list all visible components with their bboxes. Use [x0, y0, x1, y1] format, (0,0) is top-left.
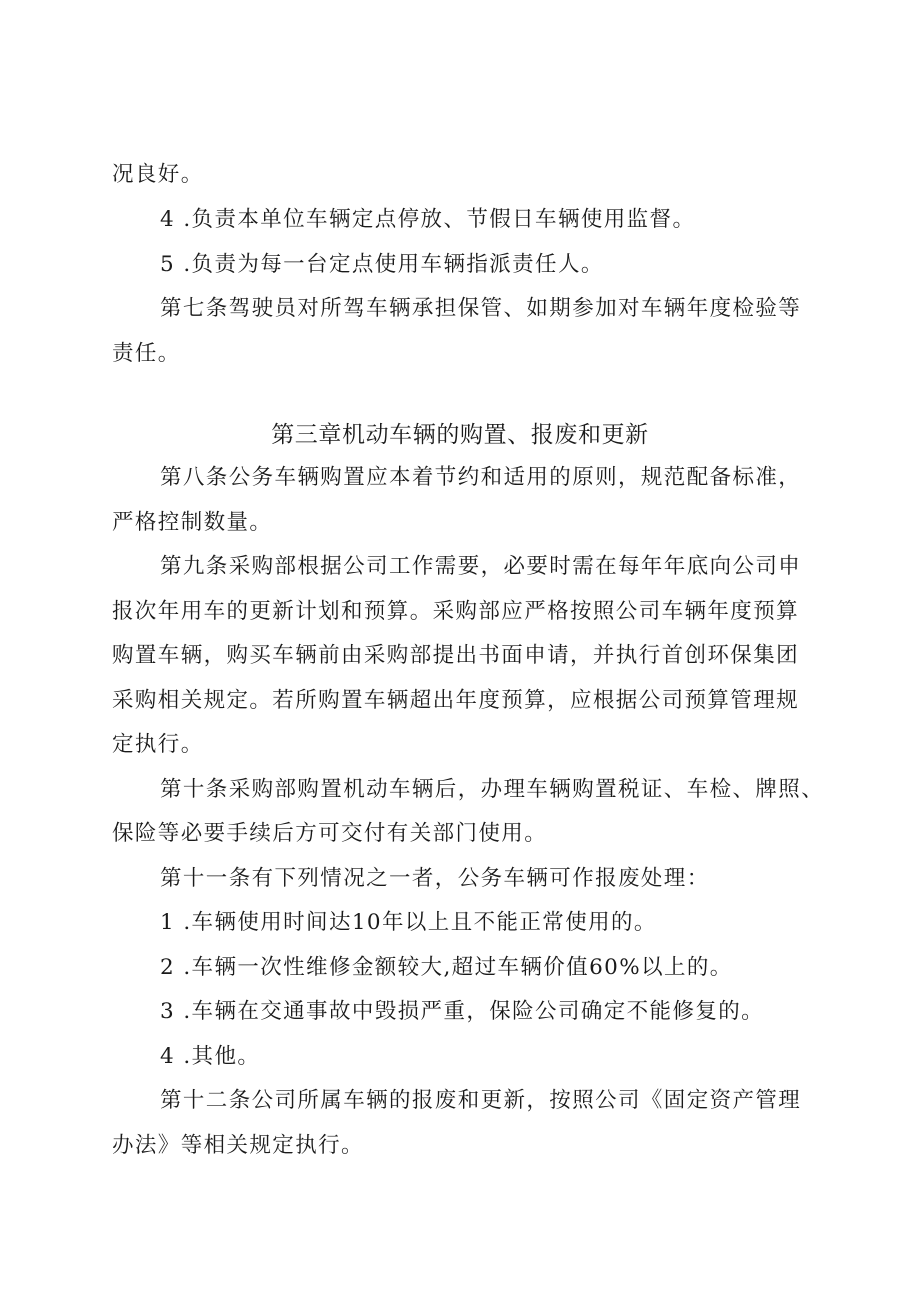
- text-line: 保险等必要手续后方可交付有关部门使用。: [112, 821, 548, 846]
- text-line: 况良好。: [112, 162, 204, 187]
- list-item: 2 .车辆一次性维修金额较大,超过车辆价值60%以上的。: [160, 955, 733, 980]
- article-line: 第十条采购部购置机动车辆后，办理车辆购置税证、车检、牌照、: [160, 777, 825, 802]
- list-item: 4 .其他。: [160, 1044, 261, 1069]
- text-line: 报次年用车的更新计划和预算。采购部应严格按照公司车辆年度预算: [112, 599, 800, 624]
- article-line: 第八条公务车辆购置应本着节约和适用的原则，规范配备标准，: [160, 465, 802, 490]
- list-item: 4 .负责本单位车辆定点停放、节假日车辆使用监督。: [160, 207, 696, 232]
- article-line: 第七条驾驶员对所驾车辆承担保管、如期参加对车辆年度检验等: [160, 296, 802, 321]
- list-item: 1 .车辆使用时间达10年以上且不能正常使用的。: [160, 910, 657, 935]
- article-line: 第九条采购部根据公司工作需要，必要时需在每年年底向公司申: [160, 554, 802, 579]
- text-line: 购置车辆，购买车辆前由采购部提出书面申请，并执行首创环保集团: [112, 643, 800, 668]
- text-line: 责任。: [112, 341, 181, 366]
- text-line: 定执行。: [112, 732, 204, 757]
- list-item: 3 .车辆在交通事故中毁损严重，保险公司确定不能修复的。: [160, 999, 765, 1024]
- text-line: 严格控制数量。: [112, 510, 273, 535]
- text-line: 采购相关规定。若所购置车辆超出年度预算，应根据公司预算管理规: [112, 688, 800, 713]
- list-item: 5 .负责为每一台定点使用车辆指派责任人。: [160, 252, 604, 277]
- chapter-heading: 第三章机动车辆的购置、报废和更新: [271, 422, 649, 448]
- article-line: 第十二条公司所属车辆的报废和更新，按照公司《固定资产管理: [160, 1088, 802, 1113]
- text-line: 办法》等相关规定执行。: [112, 1133, 364, 1158]
- article-line: 第十一条有下列情况之一者，公务车辆可作报废处理：: [160, 866, 710, 891]
